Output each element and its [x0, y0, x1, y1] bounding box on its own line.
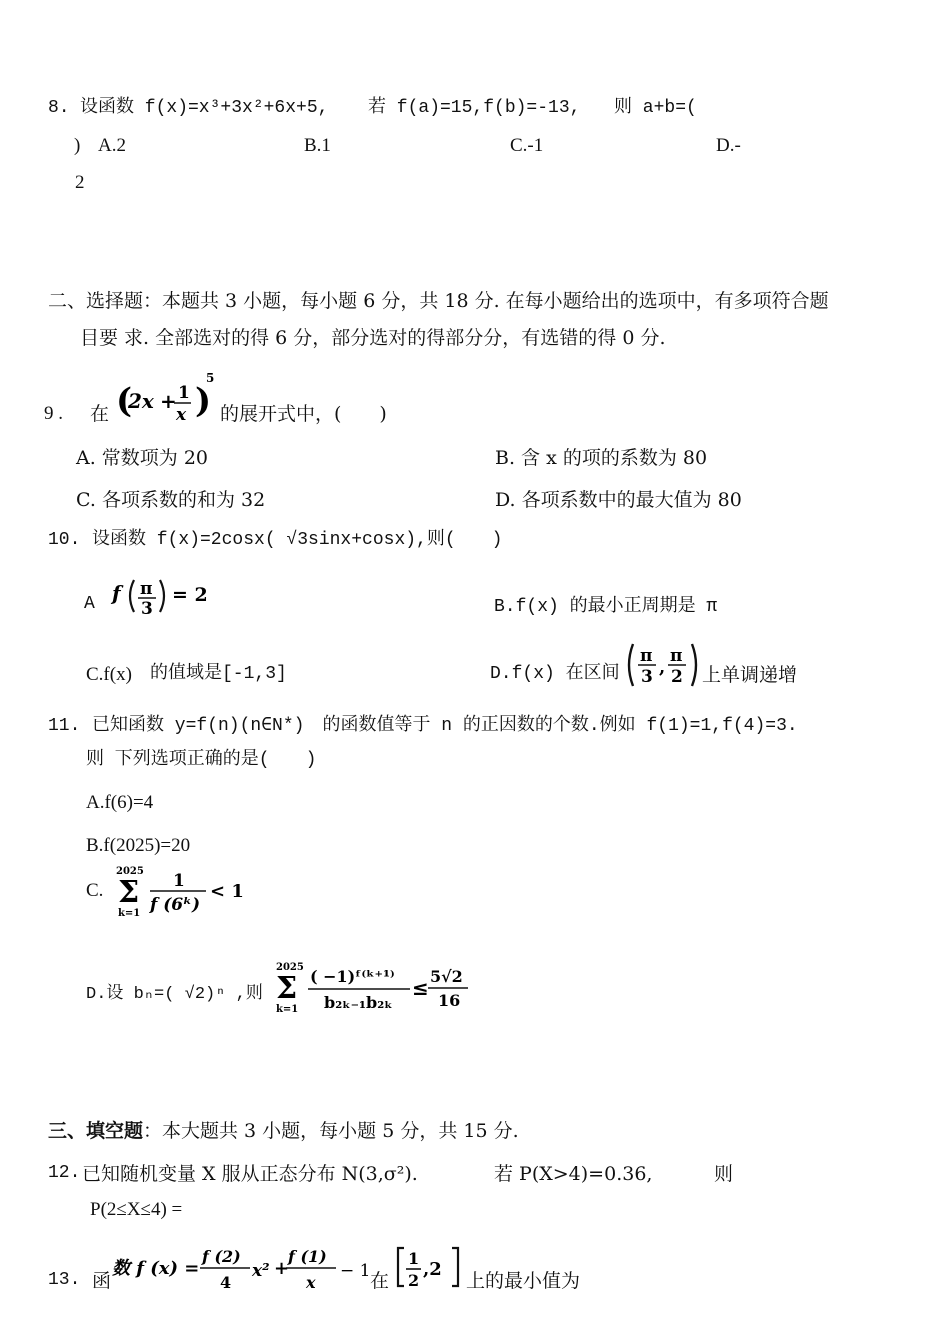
q13-number: 13. [48, 1270, 81, 1290]
q9-pre: 在 [90, 403, 110, 425]
svg-text:(: ( [116, 381, 133, 421]
svg-text:1: 1 [178, 383, 190, 403]
section2-title: 二、选择题：本题共 3 小题，每小题 6 分，共 18 分. 在每小题给出的选项中，有多项符合题 [48, 290, 829, 312]
svg-text:5√2: 5√2 [430, 967, 463, 986]
svg-text:≤: ≤ [412, 976, 429, 1000]
q13-formula [110, 1240, 372, 1298]
q11-option-c-label: C. [86, 880, 104, 901]
svg-text:f (6ᵏ): f (6ᵏ) [150, 895, 201, 915]
q12-number: 12. [48, 1163, 81, 1183]
svg-text:2: 2 [408, 1271, 420, 1290]
svg-text:,: , [659, 657, 666, 678]
q10-stem: 设函数 f(x)=2cosx( √3sinx+cosx),则( ) [92, 530, 503, 550]
q9-option-c: C. 各项系数的和为 32 [76, 489, 266, 511]
q11-option-d-formula [272, 958, 482, 1020]
svg-text:k=1: k=1 [118, 908, 141, 919]
svg-text:2025: 2025 [276, 962, 304, 973]
q9-number: 9 . [44, 403, 63, 424]
q10-option-d-pre: D.f(x) 在区间 [490, 664, 620, 684]
svg-text:Σ: Σ [276, 971, 298, 1006]
q9-option-b: B. 含 x 的项的系数为 80 [495, 447, 708, 469]
q10-option-d-interval [626, 642, 702, 688]
svg-text:+: + [274, 1258, 290, 1279]
q10-option-c-post: 的值域是[-1,3] [150, 664, 287, 684]
q12-stem: 已知随机变量 X 服从正态分布 N(3,σ²). [82, 1163, 418, 1185]
q10-option-d-post: 上单调递增 [702, 664, 798, 686]
q9-option-d: D. 各项系数中的最大值为 80 [495, 489, 742, 511]
svg-text:f (1): f (1) [288, 1247, 327, 1266]
q8-number: 8. [48, 98, 70, 118]
q10-option-a-formula [110, 572, 220, 620]
section3-title-rest: ：本大题共 3 小题，每小题 5 分，共 15 分. [143, 1120, 519, 1142]
svg-text:1: 1 [408, 1249, 420, 1268]
svg-text:2025: 2025 [116, 866, 144, 877]
q11-stem-cont: 则 下列选项正确的是( ) [86, 750, 317, 770]
svg-text:1: 1 [173, 871, 185, 891]
q11-option-c-formula [112, 862, 252, 922]
q12-ask-cont: P(2≤X≤4) = [90, 1199, 183, 1220]
q8-option-c: C.-1 [510, 135, 544, 156]
svg-text:Σ: Σ [118, 875, 140, 910]
svg-text:3: 3 [641, 667, 653, 687]
q10-option-a-label: A [84, 594, 95, 614]
q11-number: 11. [48, 716, 81, 736]
q8-option-d-cont: 2 [75, 172, 85, 193]
svg-text:): ) [195, 381, 212, 421]
svg-text:5: 5 [206, 371, 215, 385]
q8-ask: 则 a+b=( [614, 98, 697, 118]
section3-title-bold: 三、填空题 [48, 1120, 144, 1142]
q8-paren-close: ) [74, 135, 81, 156]
svg-text:π: π [140, 579, 153, 599]
q8-condition: 若 f(a)=15,f(b)=-13, [368, 98, 581, 118]
q8-option-a: A.2 [98, 135, 126, 156]
svg-text:− 1: − 1 [340, 1261, 371, 1281]
svg-text:,2: ,2 [423, 1259, 442, 1280]
q13-interval [394, 1244, 464, 1292]
svg-text:2x: 2x [128, 389, 154, 413]
q9-option-a: A. 常数项为 20 [76, 447, 209, 469]
q8-option-b: B.1 [304, 135, 331, 156]
svg-text:x²: x² [252, 1261, 270, 1281]
q13-post: 上的最小值为 [466, 1270, 581, 1292]
q8-stem: 设函数 f(x)=x³+3x²+6x+5, [80, 98, 329, 118]
q8-option-d: D.- [716, 135, 741, 156]
svg-text:b₂ₖ₋₁b₂ₖ: b₂ₖ₋₁b₂ₖ [324, 993, 393, 1012]
q13-mid: 在 [370, 1270, 390, 1292]
svg-text:16: 16 [438, 991, 461, 1010]
svg-text:2: 2 [671, 667, 683, 687]
svg-text:x: x [176, 405, 187, 425]
q9-post: 的展开式中，( ) [220, 403, 387, 425]
svg-text:= 2: = 2 [172, 584, 208, 606]
q10-number: 10. [48, 530, 81, 550]
svg-text:3: 3 [141, 599, 153, 619]
svg-text:π: π [670, 646, 683, 666]
q11-option-b: B.f(2025)=20 [86, 835, 191, 856]
q10-option-c-pre: C.f(x) [86, 664, 132, 685]
svg-text:x: x [306, 1273, 316, 1292]
q13-pre: 函 [92, 1270, 112, 1292]
q10-option-b: B.f(x) 的最小正周期是 π [494, 597, 718, 617]
svg-text:+: + [160, 389, 177, 413]
section3-title [48, 1120, 519, 1143]
svg-text:( −1)ᶠ⁽ᵏ⁺¹⁾: ( −1)ᶠ⁽ᵏ⁺¹⁾ [310, 967, 395, 986]
q12-condition: 若 P(X>4)=0.36, [494, 1163, 653, 1185]
svg-text:4: 4 [220, 1273, 232, 1292]
svg-text:f (2): f (2) [202, 1247, 241, 1266]
svg-text:k=1: k=1 [276, 1004, 299, 1015]
svg-text:π: π [640, 646, 653, 666]
q11-option-a: A.f(6)=4 [86, 792, 154, 813]
q9-formula [116, 370, 216, 426]
q11-stem: 已知函数 y=f(n)(n∈N*) 的函数值等于 n 的正因数的个数.例如 f(1)=1,f(4)=3. [92, 716, 798, 736]
q11-option-d-pre: D.设 bₙ=( √2)ⁿ ,则 [86, 985, 263, 1004]
svg-text:数 f (x) =: 数 f (x) = [112, 1258, 200, 1279]
q12-ask: 则 [714, 1163, 734, 1185]
svg-text:f: f [112, 581, 121, 605]
section2-title-cont: 目要 求. 全部选对的得 6 分，部分选对的得部分分，有选错的得 0 分. [80, 327, 666, 349]
svg-text:< 1: < 1 [210, 881, 244, 902]
